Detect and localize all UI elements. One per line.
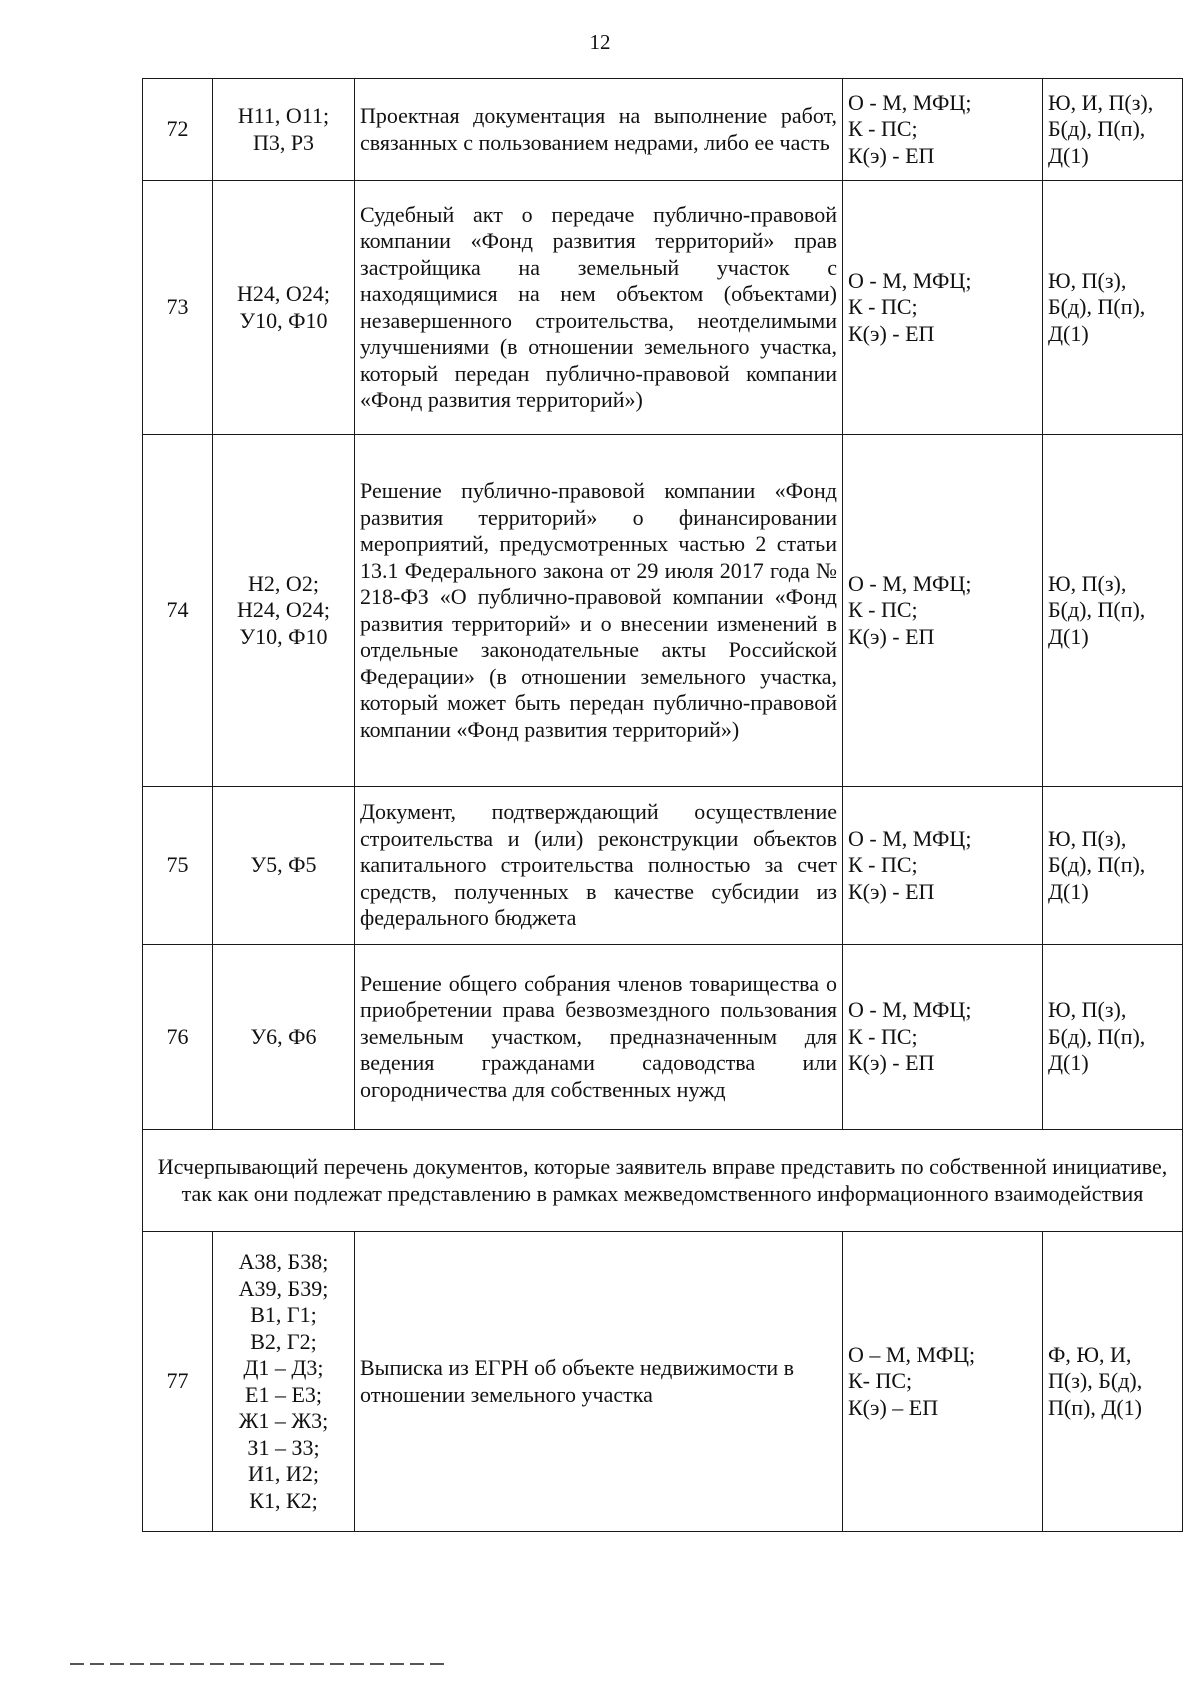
- row-receipt-methods: О - М, МФЦ; К - ПС; К(э) - ЕП: [843, 945, 1043, 1130]
- row-number: 77: [143, 1232, 213, 1532]
- row-applicants: Ф, Ю, И, П(з), Б(д), П(п), Д(1): [1043, 1232, 1183, 1532]
- table-row: [143, 945, 1183, 1130]
- row-number: 74: [143, 435, 213, 787]
- row-codes: А38, Б38; А39, Б39; В1, Г1; В2, Г2; Д1 – Д3; Е1 – Е3; Ж1 – Ж3; З1 – З3; И1, И2; К1, К2;: [213, 1232, 355, 1532]
- row-number: 75: [143, 787, 213, 945]
- row-codes: Н24, О24; У10, Ф10: [213, 181, 355, 435]
- page-number: 12: [589, 30, 611, 54]
- table-row: [143, 787, 1183, 945]
- row-applicants: Ю, П(з), Б(д), П(п), Д(1): [1043, 945, 1183, 1130]
- row-description: Решение общего собрания членов товарищества о приобретении права безвозмездного пользования земельным участком, предназначенным для ведения гражданами садоводства или огородничества для собственных нужд: [355, 945, 843, 1130]
- row-description: Выписка из ЕГРН об объекте недвижимости в отношении земельного участка: [355, 1232, 843, 1532]
- row-codes: Н2, О2; Н24, О24; У10, Ф10: [213, 435, 355, 787]
- row-applicants: Ю, И, П(з), Б(д), П(п), Д(1): [1043, 79, 1183, 181]
- row-description: Решение публично-правовой компании «Фонд развития территорий» о финансировании мероприятий, предусмотренных частью 2 статьи 13.1 Федерального закона от 29 июля 2017 года № 218-ФЗ «О публично-правовой компании «Фонд развития территорий» и о внесении изменений в отдельные законодательные акты Российской Федерации» (в отношении земельного участка, который может быть передан публично-правовой компании «Фонд развития территорий»): [355, 435, 843, 787]
- row-description: Документ, подтверждающий осуществление строительства и (или) реконструкции объектов капитального строительства полностью за счет средств, полученных в качестве субсидии из федерального бюджета: [355, 787, 843, 945]
- table-row: [143, 181, 1183, 435]
- documents-table: [142, 78, 1183, 1532]
- section-header: Исчерпывающий перечень документов, которые заявитель вправе представить по собственной инициативе, так как они подлежат представлению в рамках межведомственного информационного взаимодействия: [143, 1130, 1183, 1232]
- table-row: [143, 1232, 1183, 1532]
- row-applicants: Ю, П(з), Б(д), П(п), Д(1): [1043, 787, 1183, 945]
- row-receipt-methods: О - М, МФЦ; К - ПС; К(э) - ЕП: [843, 181, 1043, 435]
- row-receipt-methods: О - М, МФЦ; К - ПС; К(э) - ЕП: [843, 79, 1043, 181]
- row-description: Судебный акт о передаче публично-правовой компании «Фонд развития территорий» прав застройщика на земельный участок с находящимися на нем объектом (объектами) незавершенного строительства, неотделимыми улучшениями (в отношении земельного участка, который передан публично-правовой компании «Фонд развития территорий»): [355, 181, 843, 435]
- row-number: 73: [143, 181, 213, 435]
- row-number: 72: [143, 79, 213, 181]
- row-receipt-methods: О - М, МФЦ; К - ПС; К(э) - ЕП: [843, 787, 1043, 945]
- section-header-row: [143, 1130, 1183, 1232]
- row-receipt-methods: О - М, МФЦ; К - ПС; К(э) - ЕП: [843, 435, 1043, 787]
- footer-dashed-line: [70, 1663, 450, 1665]
- row-codes: У6, Ф6: [213, 945, 355, 1130]
- row-description: Проектная документация на выполнение работ, связанных с пользованием недрами, либо ее часть: [355, 79, 843, 181]
- row-codes: Н11, О11; П3, Р3: [213, 79, 355, 181]
- table-row: [143, 79, 1183, 181]
- row-receipt-methods: О – М, МФЦ; К- ПС; К(э) – ЕП: [843, 1232, 1043, 1532]
- row-number: 76: [143, 945, 213, 1130]
- row-applicants: Ю, П(з), Б(д), П(п), Д(1): [1043, 181, 1183, 435]
- row-applicants: Ю, П(з), Б(д), П(п), Д(1): [1043, 435, 1183, 787]
- table-row: [143, 435, 1183, 787]
- row-codes: У5, Ф5: [213, 787, 355, 945]
